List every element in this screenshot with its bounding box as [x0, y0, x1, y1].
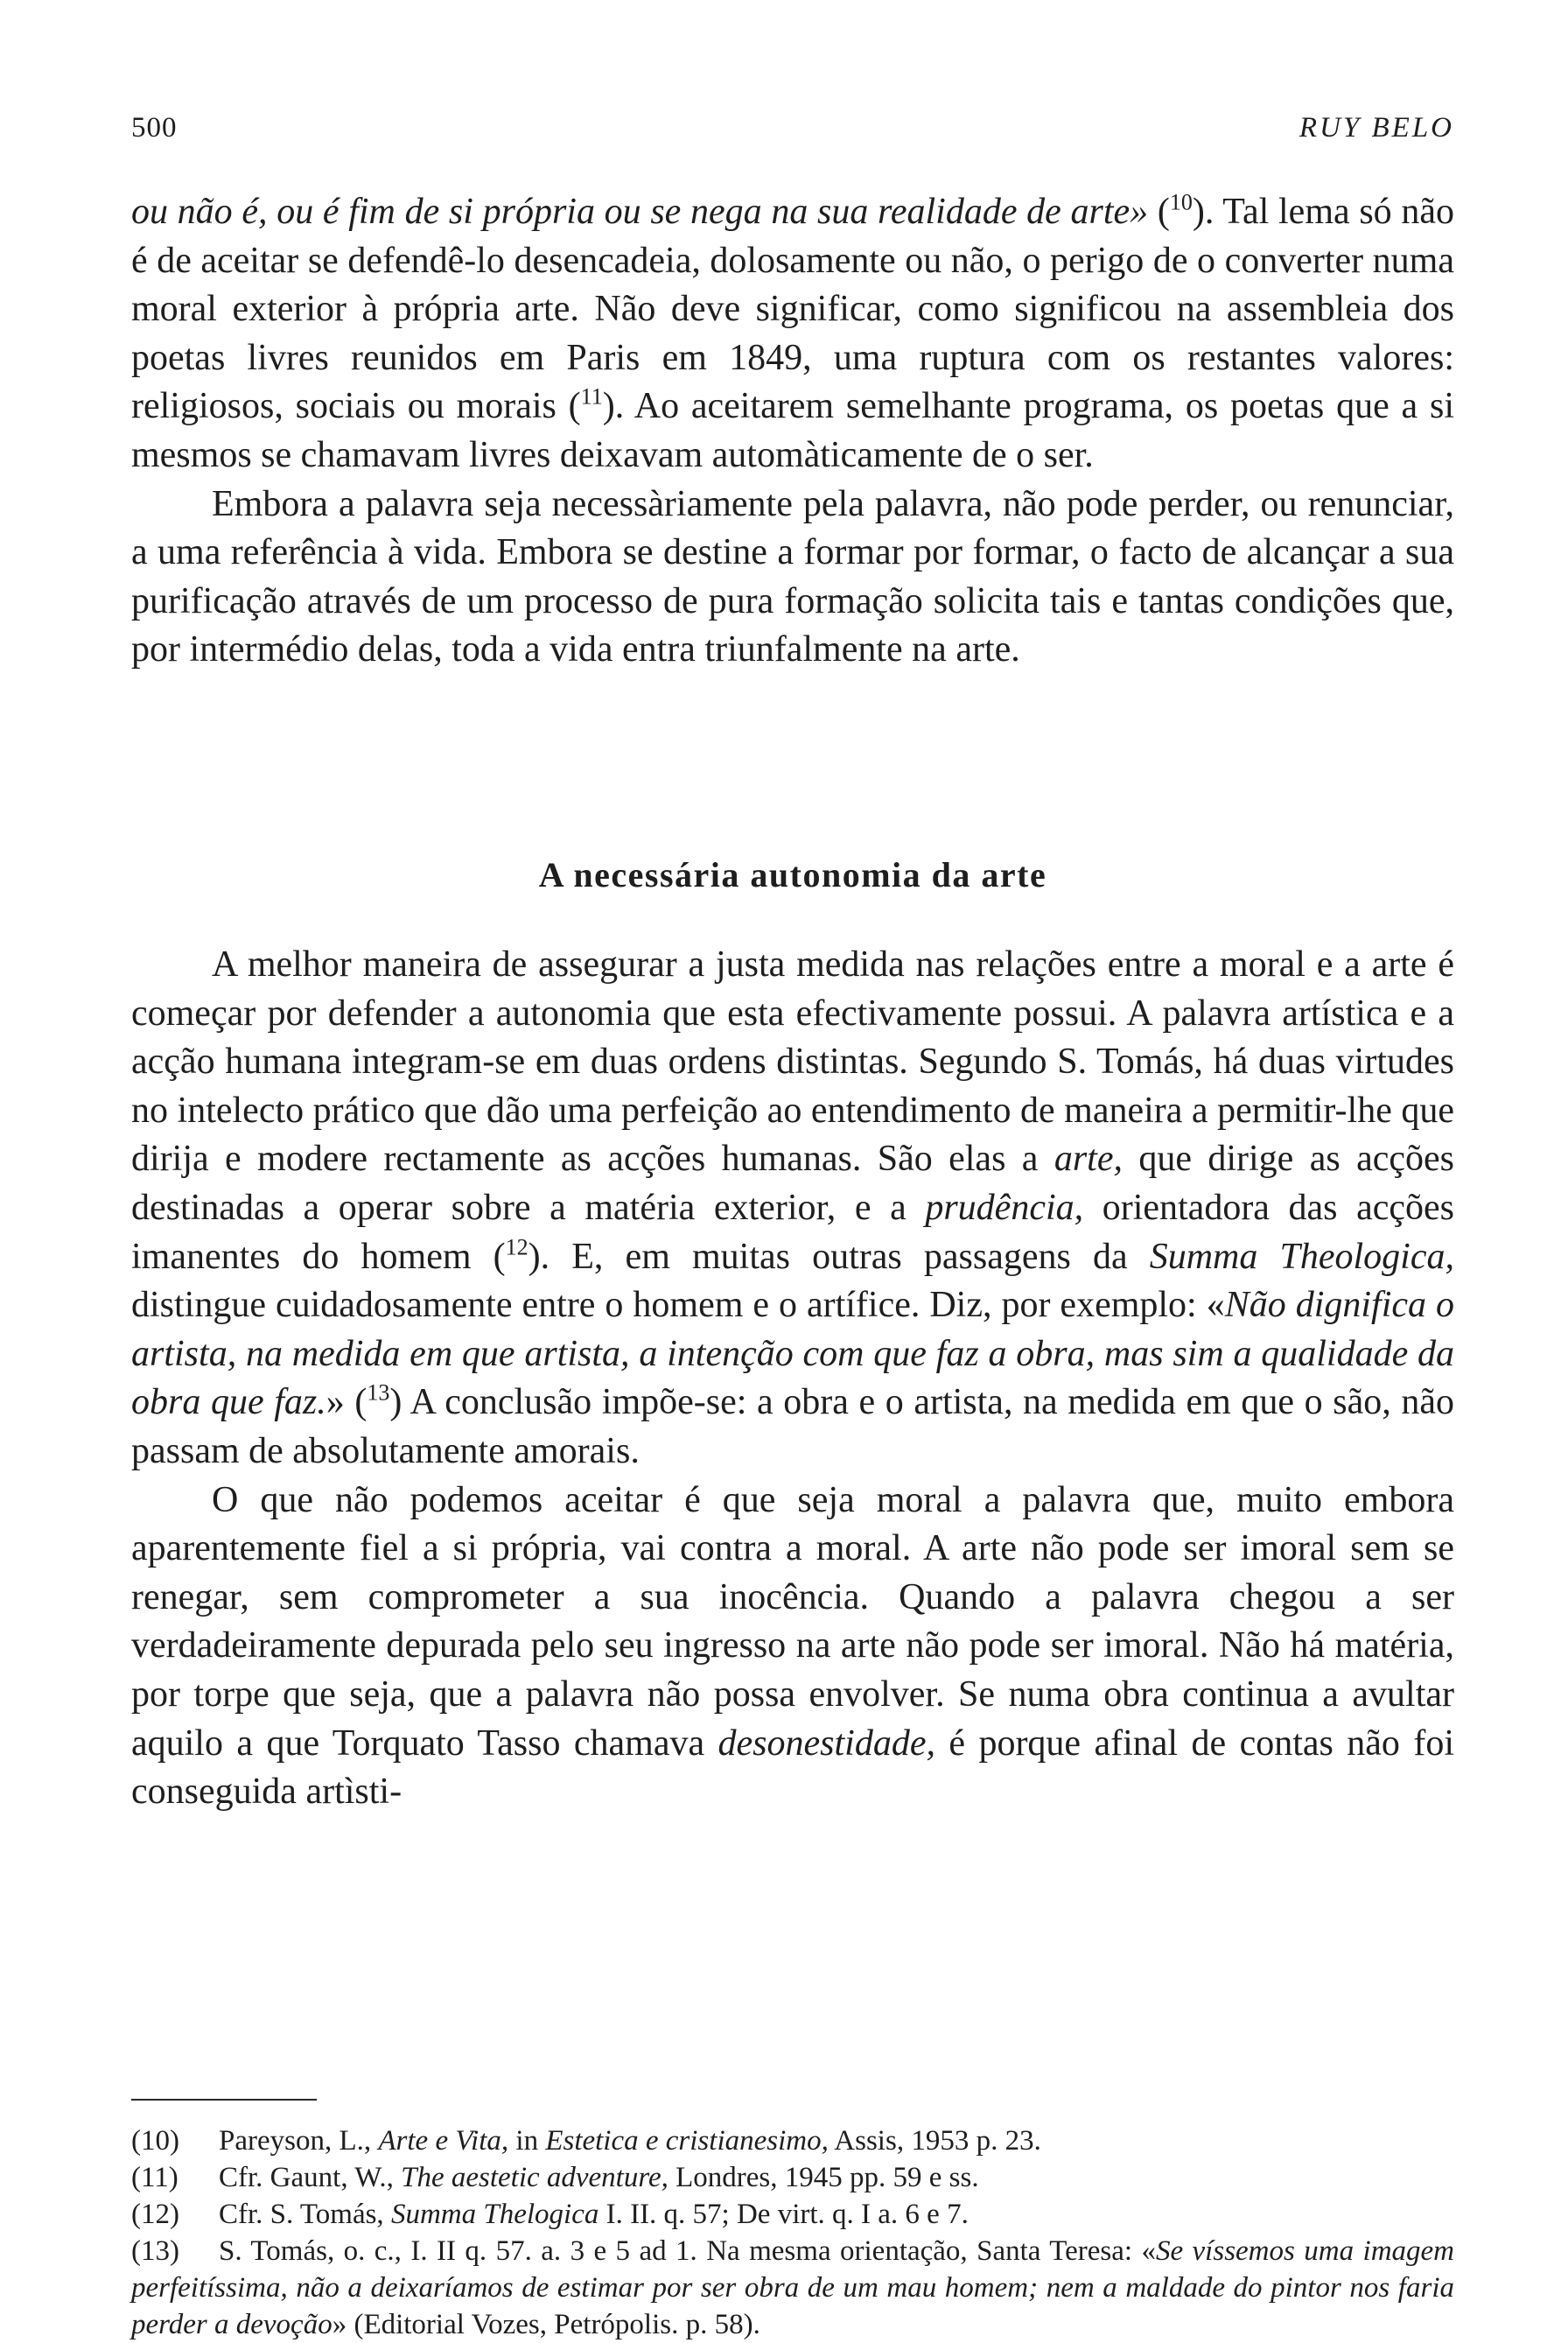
text: » (	[326, 1382, 368, 1423]
footnote-ref: 13	[367, 1379, 390, 1406]
page-header	[131, 112, 1454, 161]
italic-title: Summa Theologica,	[1149, 1236, 1454, 1277]
text: ) A conclusão impõe-se: a obra e o artista, na medida em que o são, não passam de absolutamente amorais.	[131, 1382, 1454, 1471]
text: Cfr. S. Tomás,	[219, 2199, 391, 2230]
italic-title: The aestetic adventure,	[401, 2162, 668, 2193]
body-text-block-2	[131, 941, 1454, 1817]
footnote-number: (13)	[131, 2235, 179, 2267]
footnote-ref: 10	[1169, 189, 1193, 215]
italic-term: arte,	[1054, 1139, 1123, 1180]
italic-term: prudência,	[925, 1187, 1084, 1228]
paragraph: ou não é, ou é fim de si própria ou se nega na sua realidade de arte» ($^{10}$). Tal lema só não é de aceitar se defendê-lo desencadeia, dolosamente ou não, o perigo de o converter numa moral exterior à própria arte. Não deve significar, como significou na assembleia dos poetas livres reunidos em Paris em 1849, uma ruptura com os restantes valores: religiosos, sociais ou morais ($^{11}$). Ao aceitarem semelhante programa, os poetas que a si mesmos se chamavam livres deixavam automàticamente de o ser.	[131, 189, 1454, 475]
quote-italic: ou não é, ou é fim de si própria ou se nega na sua realidade de arte»	[131, 192, 1149, 232]
italic-title: Arte e Vita,	[378, 2125, 509, 2157]
italic-title: Summa Thelogica	[390, 2199, 599, 2230]
text: O que não podemos aceitar é que seja moral a palavra que, muito embora aparentemente fiel a si própria, vai contra a moral. A arte não pode ser imoral sem se renegar, sem comprometer a sua inocência. Quando a palavra chegou a ser verdadeiramente depurada pelo seu ingresso na arte não pode ser imoral. Não há matéria, por torpe que seja, que a palavra não possa envolver. Se numa obra continua a avultar aquilo a que Torquato Tasso chamava	[131, 1479, 1454, 1764]
text: Pareyson, L.,	[219, 2125, 379, 2157]
footnote-12	[131, 2196, 1454, 2233]
footnotes	[131, 2122, 1454, 2343]
footnote-10	[131, 2122, 1454, 2159]
italic-quote: Se víssemos uma imagem perfeitíssima, não a deixaríamos de estimar por ser obra de um mau homem; nem a maldade do pintor nos faria perder a devoção	[131, 2235, 1455, 2340]
footnote-separator	[131, 2099, 317, 2101]
text: in	[508, 2125, 546, 2157]
text: . Tal lema só não é de aceitar se defendê-lo desencadeia, dolosamente ou não, o perigo de o converter numa moral exterior à própria arte. Não deve significar, como significou na assembleia dos poetas livres reunidos em Paris em 1849, uma ruptura com os restantes valores: religiosos, sociais ou morais	[131, 192, 1454, 427]
running-head: RUY BELO	[1298, 112, 1454, 144]
footnote-number: (10)	[131, 2125, 179, 2157]
text: I. II. q. 57; De virt. q. I a. 6 e 7.	[598, 2199, 969, 2230]
text: » (Editorial Vozes, Petrópolis. p. 58).	[332, 2309, 760, 2340]
paragraph	[131, 941, 1454, 1477]
text: Londres, 1945 pp. 59 e ss.	[668, 2162, 979, 2193]
text: ). E, em muitas outras passagens da	[528, 1236, 1150, 1277]
italic-term: desonestidade,	[718, 1722, 935, 1764]
text: Assis, 1953 p. 23.	[828, 2125, 1041, 2157]
text: S. Tomás, o. c., I. II q. 57. a. 3 e 5 ad 1. Na mesma orientação, Santa Teresa: «	[219, 2235, 1156, 2267]
footnote-ref: 12	[505, 1233, 528, 1259]
footnote-ref: 11	[580, 383, 603, 410]
text: que dirige as acções destinadas a operar sobre a matéria exterior, e a	[131, 1139, 1454, 1228]
italic-title: Estetica e cristianesimo,	[545, 2125, 829, 2157]
text: Cfr. Gaunt, W.,	[219, 2162, 402, 2193]
body-text-block-1	[131, 188, 1454, 675]
footnote-number: (11)	[131, 2162, 178, 2193]
page-number: 500	[131, 112, 178, 144]
paragraph	[131, 1477, 1454, 1817]
italic-quote: Não dignifica o artista, na medida em que artista, a intenção com que faz a obra, mas sim a qualidade da obra que faz.	[131, 1285, 1454, 1423]
footnote-13	[131, 2233, 1454, 2343]
text: A melhor maneira de assegurar a justa medida nas relações entre a moral e a arte é começar por defender a autonomia que esta efectivamente possui. A palavra artística e a acção humana integram-se em duas ordens distintas. Segundo S. Tomás, há duas virtudes no intelecto prático que dão uma perfeição ao entendimento de maneira a permitir-lhe que dirija e modere rectamente as acções humanas. São elas a	[131, 944, 1454, 1180]
section-heading: A necessária autonomia da arte	[538, 855, 1047, 894]
footnote-11	[131, 2159, 1454, 2196]
text: . Ao aceitarem semelhante programa, os poetas que a si mesmos se chamavam livres deixavam automàticamente de o ser.	[131, 386, 1454, 475]
text: é porque afinal de contas não foi conseguida artìsti-	[131, 1722, 1454, 1813]
text: orientadora das acções imanentes do homem (	[131, 1187, 1455, 1277]
text: distingue cuidadosamente entre o homem e o artífice. Diz, por exemplo: «	[131, 1285, 1225, 1326]
footnote-number: (12)	[131, 2199, 179, 2230]
paragraph: Embora a palavra seja necessàriamente pela palavra, não pode perder, ou renunciar, a uma referência à vida. Embora se destine a formar por formar, o facto de alcançar a sua purificação através de um processo de pura formação solicita tais e tantas condições que, por intermédio delas, toda a vida entra triunfalmente na arte.	[131, 483, 1454, 670]
